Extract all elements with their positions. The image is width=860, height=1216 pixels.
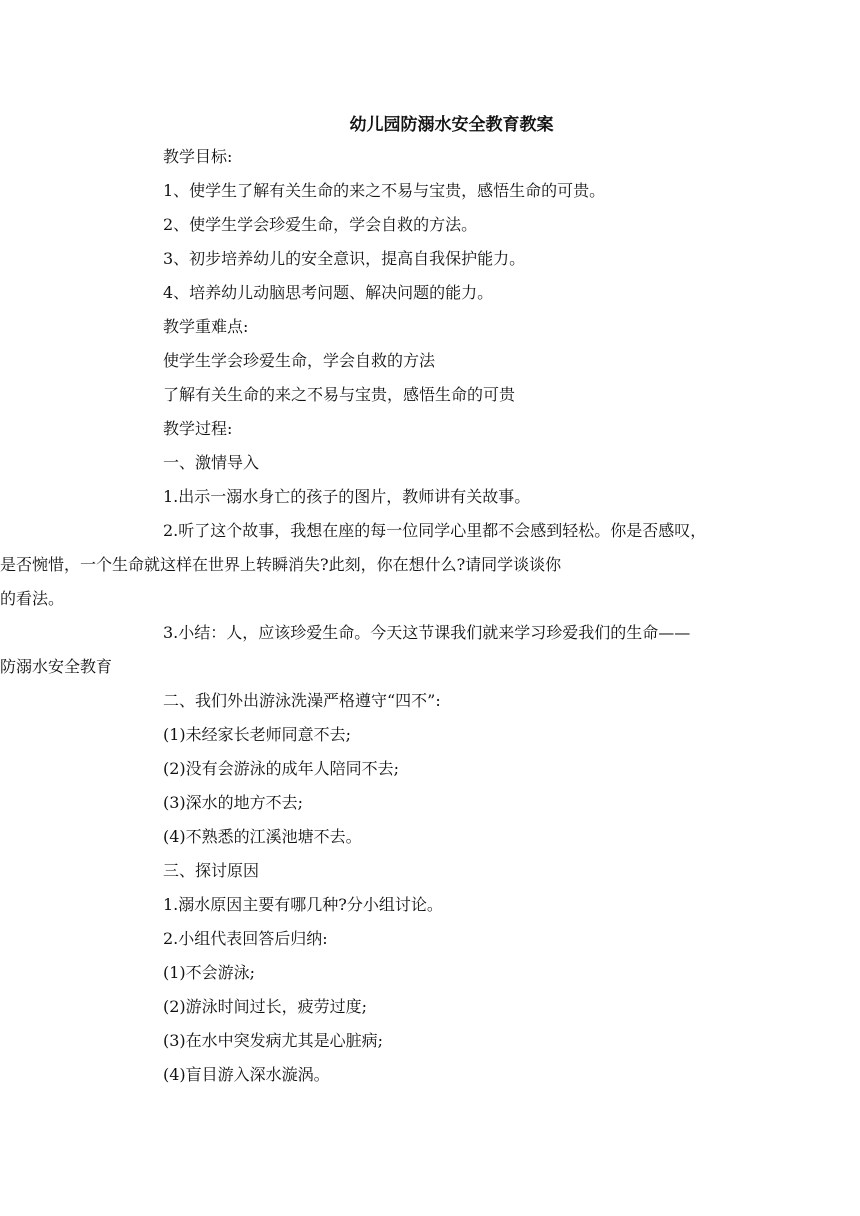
paragraph-goal-4: 4、培养幼儿动脑思考问题、解决问题的能力。: [163, 283, 494, 302]
paragraph-rule-4: (4)不熟悉的江溪池塘不去。: [163, 827, 362, 846]
paragraph-goal-3: 3、初步培养幼儿的安全意识，提高自我保护能力。: [163, 249, 526, 268]
paragraph-rule-2: (2)没有会游泳的成年人陪同不去;: [163, 759, 400, 778]
paragraph-step-2-line-1: 2.听了这个故事，我想在座的每一位同学心里都不会感到轻松。你是否感叹，: [163, 521, 707, 540]
paragraph-section-1: 一、激情导入: [163, 453, 260, 472]
paragraph-cause-2: (2)游泳时间过长，疲劳过度;: [163, 997, 368, 1016]
paragraph-cause-3: (3)在水中突发病尤其是心脏病;: [163, 1031, 384, 1050]
paragraph-cause-question: 1.溺水原因主要有哪几种?分小组讨论。: [163, 895, 443, 914]
paragraph-step-2-line-2: 是否惋惜，一个生命就这样在世界上转瞬消失?此刻，你在想什么?请同学谈谈你: [0, 555, 562, 574]
paragraph-section-2: 二、我们外出游泳洗澡严格遵守“四不”:: [163, 691, 441, 710]
paragraph-step-3-line-2: 防溺水安全教育: [0, 657, 113, 676]
paragraph-step-2-line-3: 的看法。: [0, 589, 65, 608]
paragraph-step-3: [0, 616, 740, 684]
paragraph-goal-2: 2、使学生学会珍爱生命，学会自救的方法。: [163, 215, 478, 234]
paragraph-section-3: 三、探讨原因: [163, 861, 260, 880]
document-body: [0, 110, 740, 1092]
paragraph-process-heading: 教学过程:: [163, 419, 233, 438]
paragraph-key-point-1: 使学生学会珍爱生命，学会自救的方法: [163, 351, 436, 370]
paragraph-rule-1: (1)未经家长老师同意不去;: [163, 725, 352, 744]
paragraph-key-point-2: 了解有关生命的来之不易与宝贵，感悟生命的可贵: [163, 385, 516, 404]
paragraph-cause-4: (4)盲目游入深水漩涡。: [163, 1065, 330, 1084]
paragraph-step-3-line-1: 3.小结：人，应该珍爱生命。今天这节课我们就来学习珍爱我们的生命——: [163, 623, 691, 642]
paragraph-goal-1: 1、使学生了解有关生命的来之不易与宝贵，感悟生命的可贵。: [163, 181, 606, 200]
paragraph-teaching-goals: 教学目标:: [163, 147, 233, 166]
paragraph-cause-summary: 2.小组代表回答后归纳:: [163, 929, 328, 948]
paragraph-step-2: [0, 514, 740, 616]
paragraph-key-points-heading: 教学重难点:: [163, 317, 249, 336]
paragraph-cause-1: (1)不会游泳;: [163, 963, 256, 982]
paragraph-step-1: 1.出示一溺水身亡的孩子的图片，教师讲有关故事。: [163, 487, 531, 506]
paragraph-rule-3: (3)深水的地方不去;: [163, 793, 304, 812]
document-title: 幼儿园防溺水安全教育教案: [349, 115, 554, 135]
